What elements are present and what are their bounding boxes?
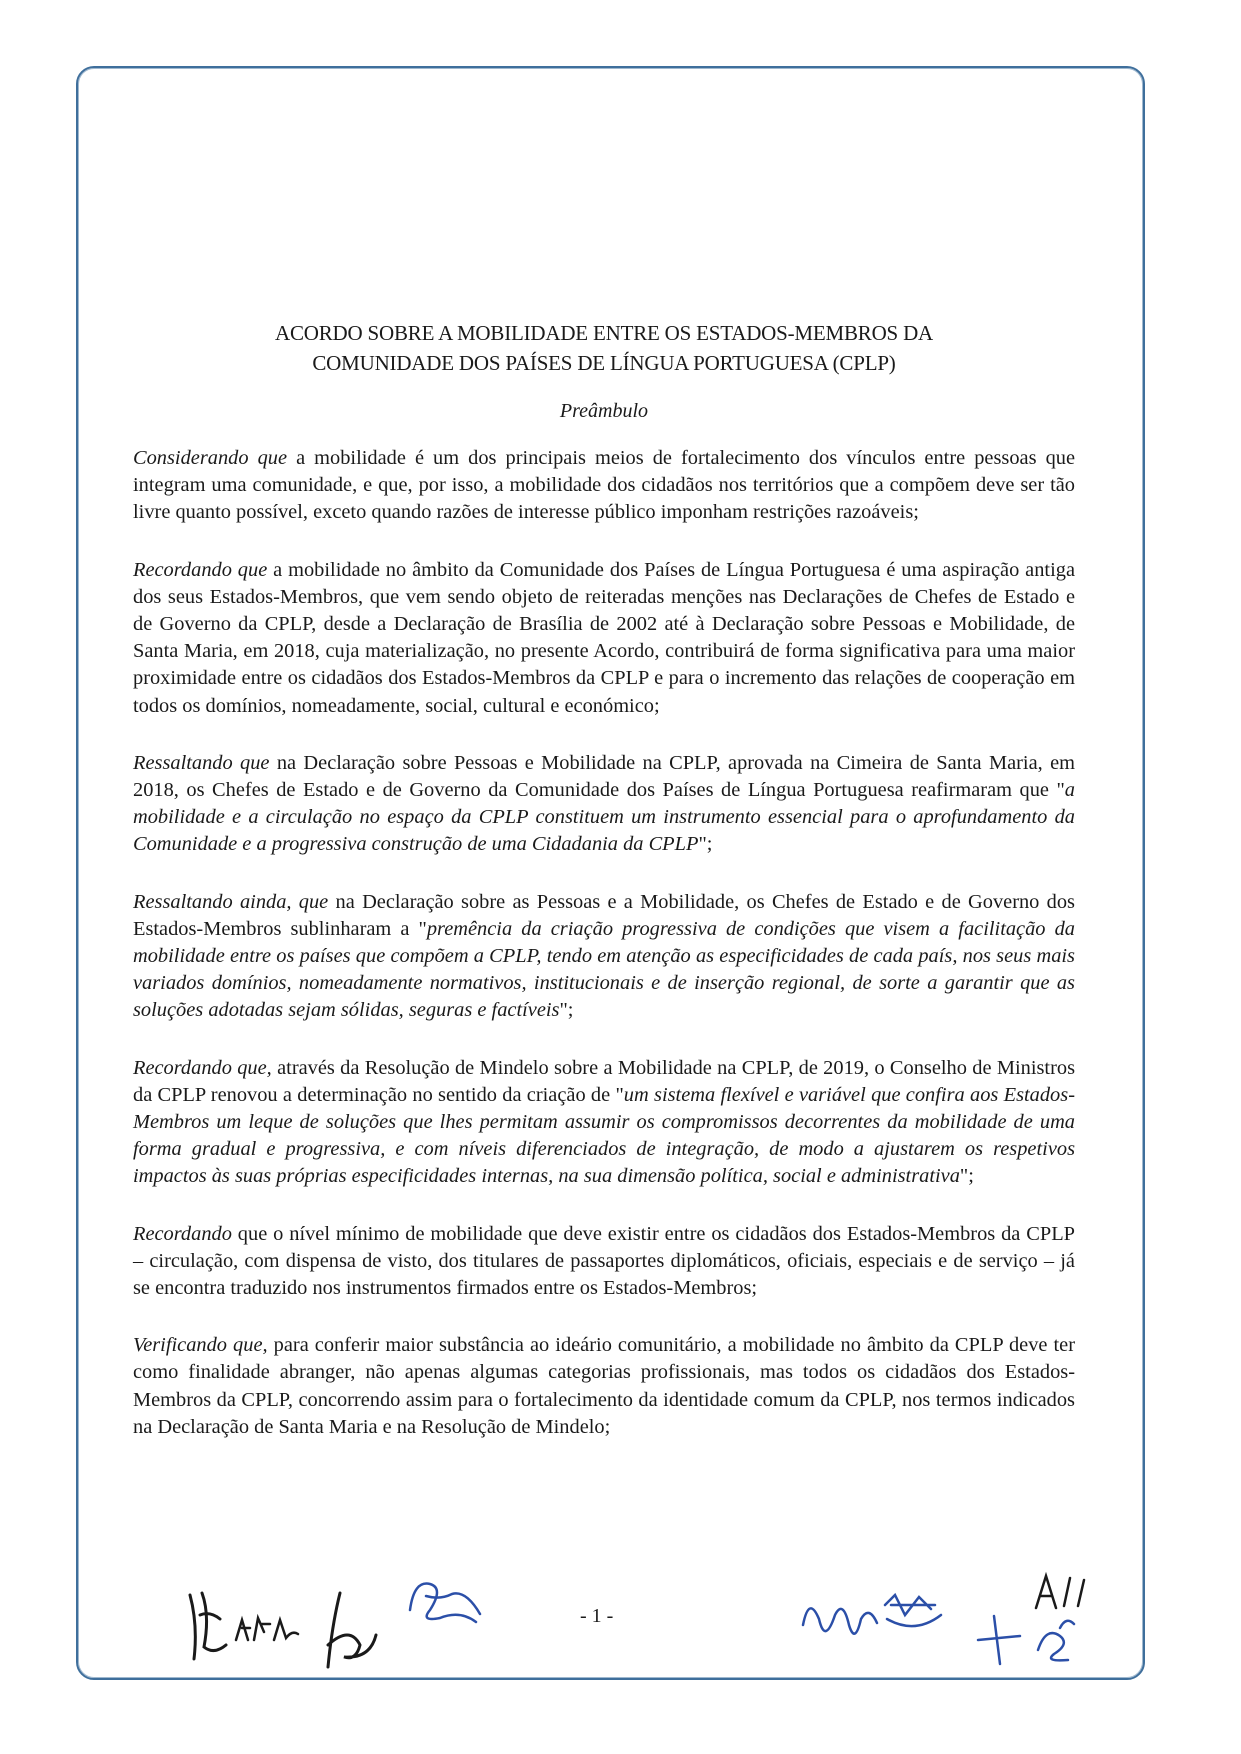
paragraph-text: para conferir maior substância ao ideário comunitário, a mobilidade no âmbito da CPLP deve ter como finalidade abranger, não apenas algumas categorias profissionais, mas todos os cidadãos dos Estados-Membros da CPLP, concorrendo assim para o fortalecimento da identidade comum da CPLP, nos termos indicados na Declaração de Santa Maria e na Resolução de Mindelo; [133, 1334, 1075, 1438]
paragraph-lead: Verificando que, [133, 1334, 268, 1357]
paragraph-quote: premência da criação progressiva de condições que visem a facilitação da mobilidade entre os países que compõem a CPLP, tendo em atenção as especificidades de cada país, nos seus mais variados domínios, nomeadamente normativos, institucionais e de inserção regional, de sorte a garantir que as soluções adotadas sejam sólidas, seguras e factíveis [133, 917, 1075, 1022]
paragraph-tail: "; [559, 999, 574, 1022]
paragraph-lead: Ressaltando ainda, que [133, 890, 329, 913]
paragraph-1 [133, 445, 1075, 527]
signature-initials-1 [180, 1585, 240, 1665]
paragraph-lead: Recordando que, [133, 1056, 272, 1079]
document-body [133, 318, 1075, 1471]
paragraph-text: na Declaração sobre as Pessoas e a Mobilidade, os Chefes de Estado e de Governo dos Estados-Membros sublinharam a " [133, 890, 1075, 940]
paragraph-3 [133, 750, 1075, 859]
paragraph-7 [133, 1332, 1075, 1441]
page-number: - 1 - [580, 1605, 614, 1627]
paragraph-quote: a mobilidade e a circulação no espaço da CPLP constituem um instrumento essencial para o aprofundamento da Comunidade e a progressiva construção de uma Cidadania da CPLP [133, 779, 1075, 856]
title-line-2: COMUNIDADE DOS PAÍSES DE LÍNGUA PORTUGUESA (CPLP) [312, 351, 896, 375]
paragraph-tail: "; [698, 833, 713, 856]
paragraph-lead: Ressaltando que [133, 751, 270, 774]
paragraph-tail: "; [959, 1165, 974, 1188]
paragraph-text: a mobilidade é um dos principais meios de fortalecimento dos vínculos entre pessoas que integram uma comunidade, e que, por isso, a mobilidade dos cidadãos nos territórios que a compõem deve ser tão livre quanto possível, exceto quando razões de interesse público imponham restrições razoáveis; [133, 447, 1076, 524]
paragraph-lead: Considerando que [133, 447, 288, 469]
paragraph-6 [133, 1221, 1075, 1303]
signature-initials-7 [970, 1610, 1080, 1670]
paragraph-5 [133, 1055, 1075, 1191]
paragraph-text: na Declaração sobre Pessoas e Mobilidade na CPLP, aprovada na Cimeira de Santa Maria, em 2018, os Chefes de Estado e de Governo da Comunidade dos Países de Língua Portuguesa reafirmaram que " [133, 751, 1075, 802]
paragraph-lead: Recordando [133, 1222, 232, 1245]
signature-initials-4 [400, 1570, 490, 1640]
signature-initials-2 [232, 1610, 302, 1650]
title-line-1: ACORDO SOBRE A MOBILIDADE ENTRE OS ESTADOS-MEMBROS DA [274, 321, 934, 345]
paragraph-quote: um sistema flexível e variável que confira aos Estados-Membros um leque de soluções que lhes permitam assumir os compromissos decorrentes da mobilidade de uma forma gradual e progressiva, e com níveis diferenciados de integração, de modo a ajustarem os respetivos impactos às suas próprias especificidades internas, na sua dimensão política, social e administrativa [133, 1083, 1075, 1188]
document-title [133, 318, 1075, 378]
paragraph-text: a mobilidade no âmbito da Comunidade dos Países de Língua Portuguesa é uma aspiração antiga dos seus Estados-Membros, que vem sendo objeto de reiteradas menções nas Declarações de Chefes de Estado e de Governo da CPLP, desde a Declaração de Brasília de 2002 até à Declaração sobre Pessoas e Mobilidade, de Santa Maria, em 2018, cuja materialização, no presente Acordo, contribuirá de forma significativa para uma maior proximidade entre os cidadãos dos Estados-Membros da CPLP e para o incremento das relações de cooperação em todos os domínios, nomeadamente, social, cultural e económico; [133, 558, 1075, 717]
signature-initials-5 [795, 1575, 945, 1665]
paragraph-lead: Recordando que [133, 558, 268, 581]
paragraph-2 [133, 557, 1075, 720]
signature-initials-3 [310, 1585, 380, 1675]
paragraph-4 [133, 889, 1075, 1025]
paragraph-text: através da Resolução de Mindelo sobre a Mobilidade na CPLP, de 2019, o Conselho de Ministros da CPLP renovou a determinação no sentido da criação de " [133, 1056, 1075, 1106]
preamble-heading: Preâmbulo [559, 400, 649, 422]
paragraph-text: que o nível mínimo de mobilidade que deve existir entre os cidadãos dos Estados-Membros da CPLP – circulação, com dispensa de visto, dos titulares de passaportes diplomáticos, oficiais, especiais e de serviço – já se encontra traduzido nos instrumentos firmados entre os Estados-Membros; [133, 1222, 1075, 1300]
